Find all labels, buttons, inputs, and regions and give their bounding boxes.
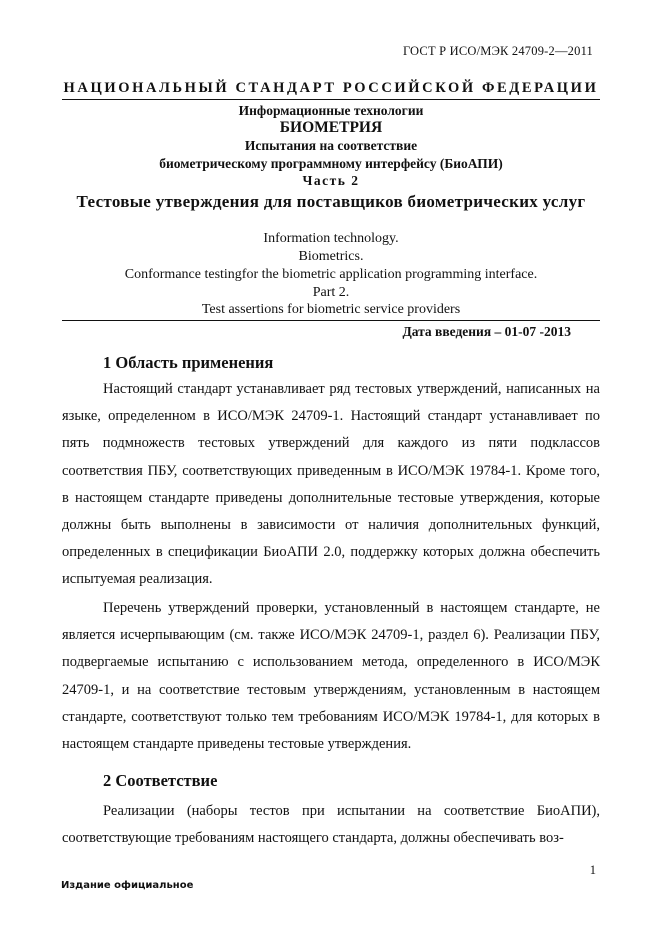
title-en-line-3: Conformance testingfor the biometric application programming interface. bbox=[124, 267, 538, 282]
paragraph-scope-2: Перечень утверждений проверки, установленный в настоящем стандарте, не является исчерпывающим (см. также ИСО/МЭК 24709-1, раздел 6). Реализации ПБУ, подвергаемые испытанию с использованием метода, определенного в ИСО/МЭК 24709-1, и на соответствие тестовым утверждениям, установленным в настоящем стандарте, соответствуют только тем требованиям ИСО/МЭК 19784-1, для которых в настоящем стандарте приведены тестовые утверждения. bbox=[62, 600, 600, 753]
official-edition-label: Издание официальное bbox=[61, 880, 194, 891]
bottom-divider bbox=[62, 320, 600, 321]
title-en-line-5: Test assertions for biometric service providers bbox=[201, 302, 461, 317]
title-ru-line-3: Испытания на соответствие bbox=[244, 138, 418, 153]
section-heading-scope: 1 Область применения bbox=[103, 353, 274, 372]
title-en-line-4: Part 2. bbox=[312, 285, 350, 300]
title-ru-part: Часть 2 bbox=[302, 173, 360, 188]
standard-title: НАЦИОНАЛЬНЫЙ СТАНДАРТ РОССИЙСКОЙ ФЕДЕРАЦИИ bbox=[63, 80, 599, 96]
section-heading-conformance: 2 Соответствие bbox=[103, 771, 218, 790]
title-en-line-1: Information technology. bbox=[263, 231, 399, 246]
paragraph-scope-1: Настоящий стандарт устанавливает ряд тестовых утверждений, написанных на языке, определенном в ИСО/МЭК 24709-1. Настоящий стандарт устанавливает по пять подмножеств тестовых утверждений для каждого из пяти подклассов соответствия ПБУ, соответствующих приведенным в ИСО/МЭК 19784-1. Кроме того, в настоящем стандарте приведены дополнительные тестовые утверждения, которые должны быть выполнены в зависимости от наличия дополнительных функций, определенных в спецификации БиоАПИ 2.0, поддержку которых должна обеспечить испытуемая реализация. bbox=[62, 381, 600, 588]
title-ru-line-1: Информационные технологии bbox=[238, 103, 424, 118]
title-ru-line-4: биометрическому программному интерфейсу (БиоАПИ) bbox=[159, 156, 503, 171]
effective-date: Дата введения – 01-07 -2013 bbox=[402, 324, 571, 339]
document-code: ГОСТ Р ИСО/МЭК 24709-2—2011 bbox=[402, 44, 593, 58]
title-ru-subtitle: Тестовые утверждения для поставщиков биометрических услуг bbox=[76, 192, 586, 211]
page-number: 1 bbox=[589, 863, 596, 877]
paragraph-conformance-1: Реализации (наборы тестов при испытании на соответствие БиоАПИ), соответствующие требованиям настоящего стандарта, должны обеспечивать воз- bbox=[62, 803, 600, 847]
title-en-line-2: Biometrics. bbox=[298, 249, 364, 264]
title-ru-line-2: БИОМЕТРИЯ bbox=[279, 119, 383, 136]
top-divider bbox=[62, 99, 600, 100]
